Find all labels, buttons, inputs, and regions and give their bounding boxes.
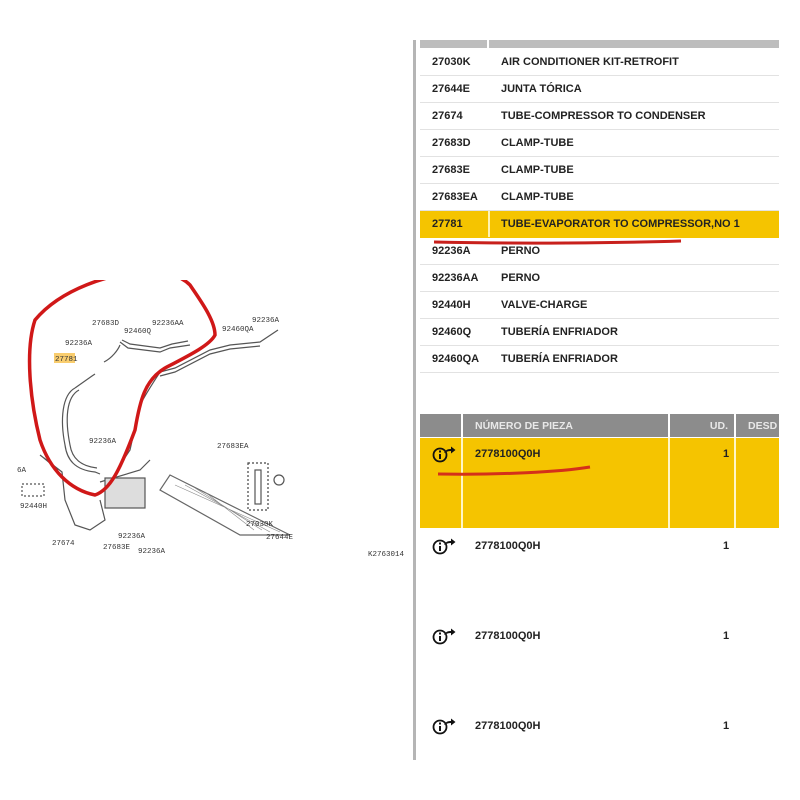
part-number-row[interactable] [420,620,779,708]
label-92236A[interactable]: 92236A [252,317,280,325]
parts-list-row[interactable] [420,319,779,346]
parts-list-row[interactable] [420,49,779,76]
info-arrow-icon[interactable] [432,445,456,463]
part-code: 27781 [432,218,463,230]
label-27781-highlighted[interactable]: 27781 [55,356,78,364]
header-ud: UD. [670,414,734,437]
part-code: 27683D [432,137,471,149]
part-description: TUBERÍA ENFRIADOR [501,326,618,338]
parts-diagram [0,280,410,580]
label-92236A[interactable]: 92236A [138,548,166,556]
panel-divider [413,40,416,760]
label-92236A[interactable]: 92236A [89,438,117,446]
parts-list-row[interactable] [420,130,779,157]
part-description: CLAMP-TUBE [501,191,574,203]
part-description: CLAMP-TUBE [501,137,574,149]
quantity: 1 [723,448,730,460]
quantity: 1 [723,630,730,642]
label-27674[interactable]: 27674 [52,540,75,548]
part-code: 27030K [432,56,471,68]
quantity: 1 [723,540,730,552]
parts-list-row[interactable] [420,265,779,292]
label-92236A[interactable]: 92236A [65,340,93,348]
part-code: 27644E [432,83,470,95]
parts-list-row[interactable] [420,103,779,130]
part-code: 92460Q [432,326,472,338]
label-27683E[interactable]: 27683E [103,544,131,552]
info-arrow-icon[interactable] [432,627,456,645]
part-description: PERNO [501,245,541,257]
label-6A[interactable]: 6A [17,467,27,475]
part-number-row[interactable] [420,710,779,760]
part-number[interactable]: 2778100Q0H [475,720,541,732]
info-arrow-icon[interactable] [432,537,456,555]
figure-code: K2763014 [368,551,405,559]
parts-list-header [420,40,779,48]
part-code: 27674 [432,110,463,122]
header-desde: DESD [736,414,779,437]
parts-list-row[interactable] [420,346,779,373]
part-number-row[interactable] [420,438,779,528]
parts-list-row[interactable] [420,157,779,184]
label-92460Q[interactable]: 92460Q [124,328,152,336]
label-92440H[interactable]: 92440H [20,503,48,511]
part-code: 92236A [432,245,471,257]
part-code: 27683EA [432,191,478,203]
part-description: TUBE-COMPRESSOR TO CONDENSER [501,110,706,122]
header-icon-col [420,414,461,437]
part-code: 92440H [432,299,471,311]
part-code: 92460QA [432,353,480,365]
part-description: TUBERÍA ENFRIADOR [501,353,618,365]
quantity: 1 [723,720,730,732]
part-code: 92236AA [432,272,479,284]
part-number[interactable]: 2778100Q0H [475,448,541,460]
parts-list-row[interactable] [420,184,779,211]
part-number[interactable]: 2778100Q0H [475,540,541,552]
part-number-row[interactable] [420,530,779,618]
parts-list-row[interactable] [420,76,779,103]
header-part-number: NÚMERO DE PIEZA [463,414,668,437]
label-92236A[interactable]: 92236A [118,533,146,541]
label-27030K[interactable]: 27030K [246,521,274,529]
label-27683D[interactable]: 27683D [92,320,120,328]
label-92460QA[interactable]: 92460QA [222,326,254,334]
part-description: PERNO [501,272,541,284]
info-arrow-icon[interactable] [432,717,456,735]
label-92236AA[interactable]: 92236AA [152,320,184,328]
part-code: 27683E [432,164,470,176]
parts-list-row[interactable] [420,211,779,238]
parts-list-row[interactable] [420,292,779,319]
part-description: VALVE-CHARGE [501,299,588,311]
part-number[interactable]: 2778100Q0H [475,630,541,642]
part-description: CLAMP-TUBE [501,164,574,176]
part-description: JUNTA TÓRICA [501,83,582,95]
part-description: TUBE-EVAPORATOR TO COMPRESSOR,NO 1 [501,218,740,230]
part-description: AIR CONDITIONER KIT-RETROFIT [501,56,679,68]
label-27644E[interactable]: 27644E [266,534,294,542]
red-annotation-loop [30,280,215,495]
parts-list-row[interactable] [420,238,779,265]
label-27683EA[interactable]: 27683EA [217,443,249,451]
